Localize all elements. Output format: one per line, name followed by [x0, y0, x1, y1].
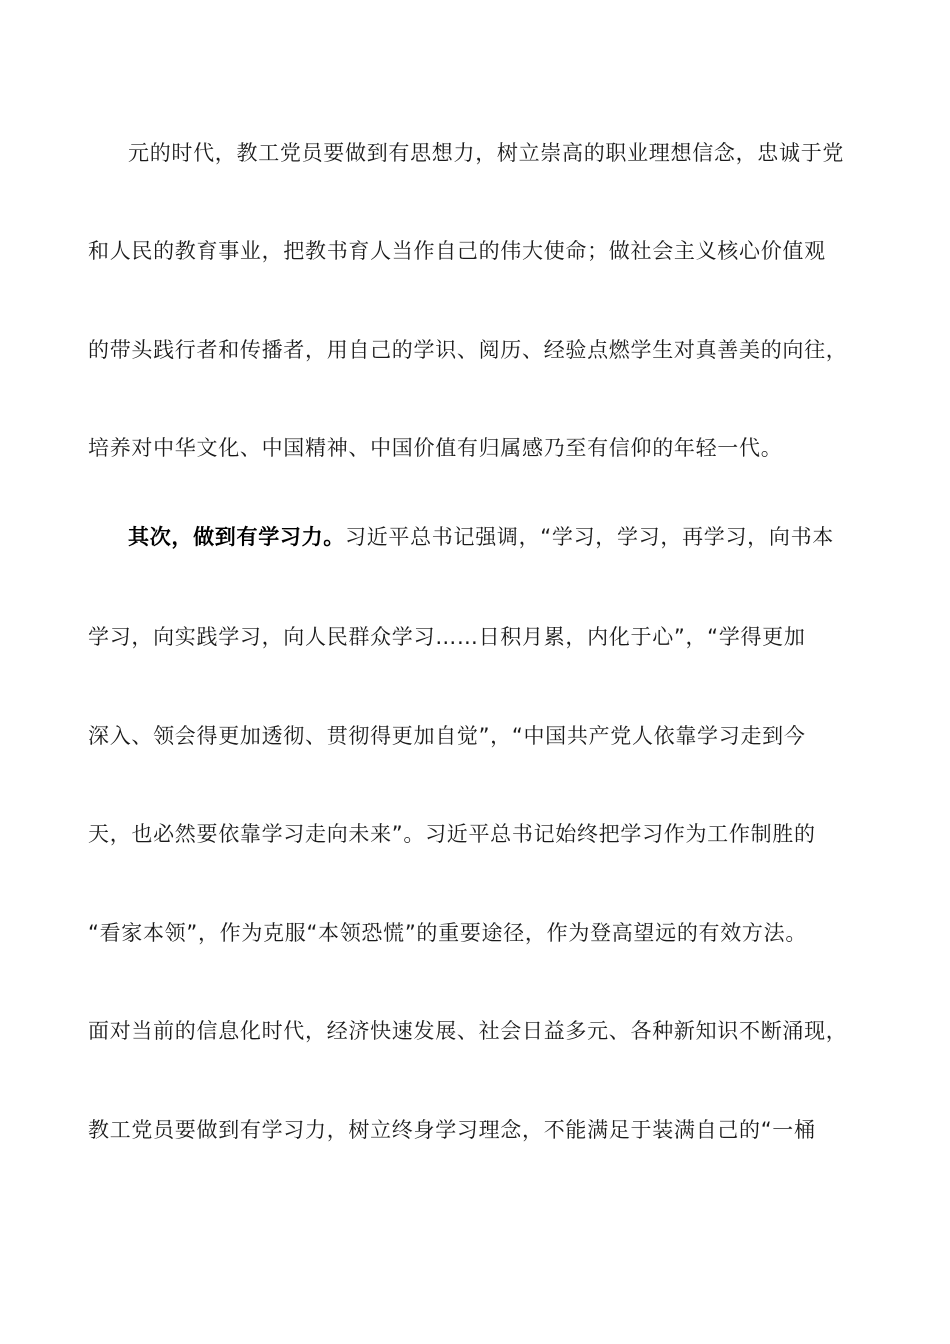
- text-line-6: 学习，向实践学习，向人民群众学习……日积月累，内化于心”，“学得更加: [88, 625, 806, 649]
- paragraph-heading: 其次，做到有学习力。: [128, 525, 345, 549]
- paragraph-2-first-line: [128, 517, 878, 557]
- text-line-9: “看家本领”，作为克服“本领恐慌”的重要途径，作为登高望远的有效方法。: [88, 921, 808, 945]
- text-line-3: 的带头践行者和传播者，用自己的学识、阅历、经验点燃学生对真善美的向往，: [88, 338, 848, 362]
- text-line-2: 和人民的教育事业，把教书育人当作自己的伟大使命；做社会主义核心价值观: [88, 239, 826, 263]
- text-line-7: 深入、领会得更加透彻、贯彻得更加自觉”，“中国共产党人依靠学习走到今: [88, 724, 806, 748]
- text-line-10: 面对当前的信息化时代，经济快速发展、社会日益多元、各种新知识不断涌现，: [88, 1019, 848, 1043]
- text-line-8: 天，也必然要依靠学习走向未来”。习近平总书记始终把学习作为工作制胜的: [88, 822, 816, 846]
- text-line-4: 培养对中华文化、中国精神、中国价值有归属感乃至有信仰的年轻一代。: [88, 436, 783, 460]
- text-line-11: 教工党员要做到有学习力，树立终身学习理念，不能满足于装满自己的“一桶: [88, 1118, 816, 1142]
- text-line-1: 元的时代，教工党员要做到有思想力，树立崇高的职业理想信念，忠诚于党: [128, 141, 845, 165]
- paragraph-2-first-line-text: 习近平总书记强调，“学习，学习，再学习，向书本: [345, 525, 834, 549]
